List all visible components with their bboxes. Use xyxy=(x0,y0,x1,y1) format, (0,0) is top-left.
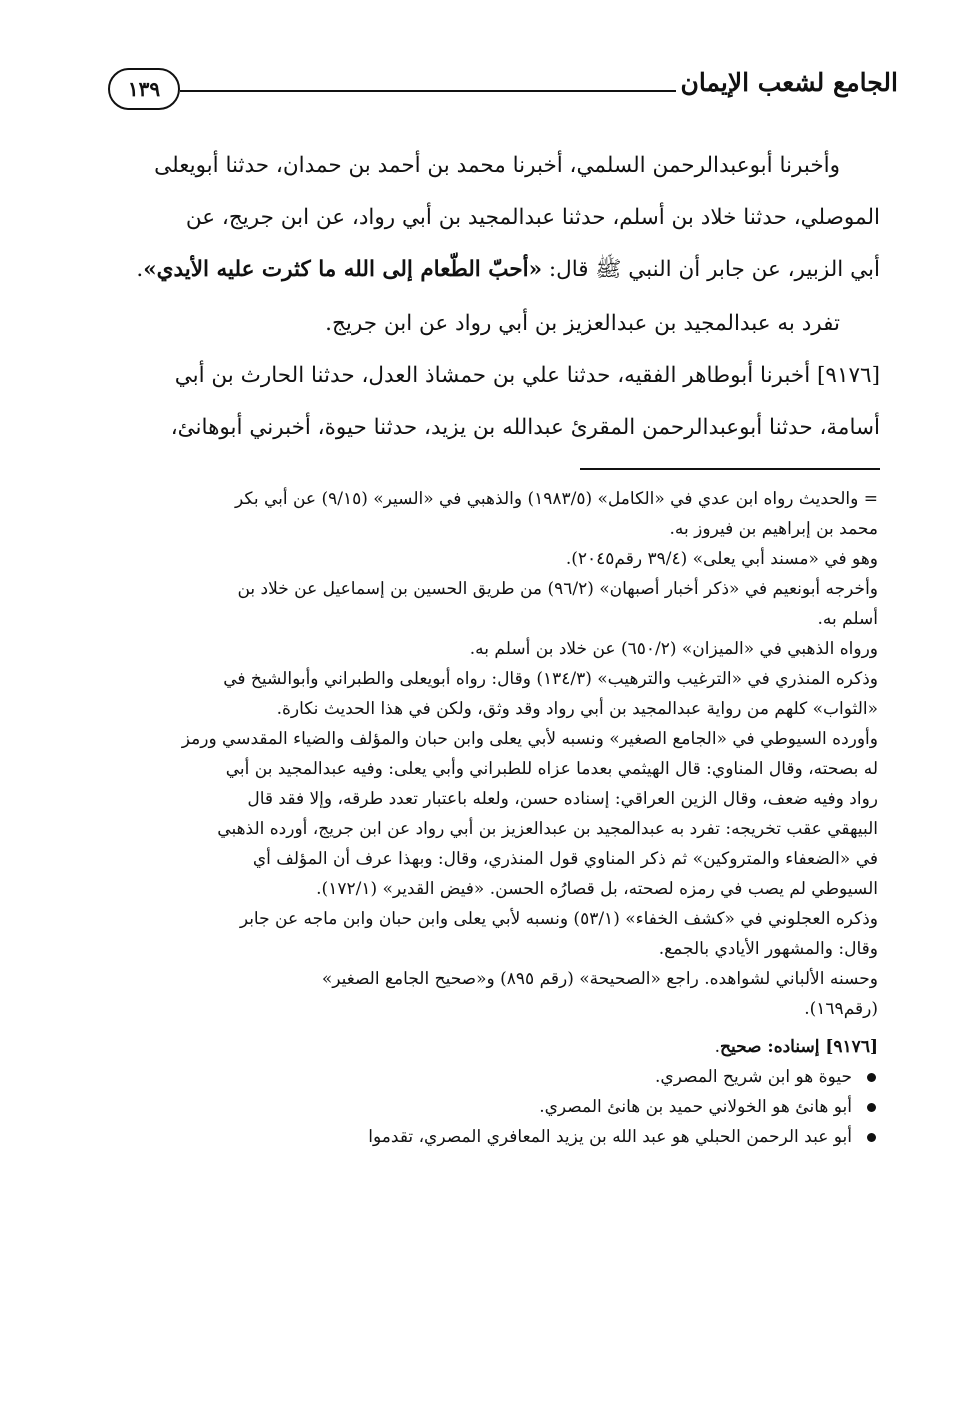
footnote-line: (رقم١٦٩). xyxy=(804,999,878,1019)
list-item-text: أبو عبد الرحمن الحبلي هو عبد الله بن يزيد المعافري المصري، تقدموا xyxy=(368,1127,852,1147)
bullet-icon xyxy=(867,1073,876,1082)
isnad-grade-line xyxy=(108,1032,878,1062)
footnote-line: وحسنه الألباني لشواهده. راجع «الصحيحة» (رقم ٨٩٥) و«صحيح الجامع الصغير» xyxy=(321,969,878,989)
running-title: الجامع لشعب الإيمان xyxy=(680,68,898,97)
footnote-line: وقال: والمشهور الأيادي بالجمع. xyxy=(658,939,878,959)
main-line: أسامة، حدثنا أبوعبدالرحمن المقرئ عبدالله بن يزيد، حدثنا حيوة، أخبرني أبوهانئ، xyxy=(170,415,880,440)
footnote-line: البيهقي عقب تخريجه: تفرد به عبدالمجيد بن عبدالعزيز بن أبي رواد عن ابن جريج، أورده الذهبي xyxy=(217,819,878,839)
page-header xyxy=(108,62,898,118)
footnote-line: له بصحته، وقال المناوي: قال الهيثمي بعدما عزاه للطبراني وأبي يعلى: وفيه عبدالمجيد بن أبي xyxy=(225,759,878,779)
hadith-quote: «أحبّ الطّعام إلى الله ما كثرت عليه الأيدي» xyxy=(143,257,543,282)
footnote-line: أسلم به. xyxy=(817,609,878,629)
footnote-line: «الثواب» كلهم من رواية عبدالمجيد بن أبي رواد وقد وثق، ولكن في هذا الحديث نكارة. xyxy=(276,699,878,719)
isnad-end: . xyxy=(714,1037,720,1057)
list-item xyxy=(108,1092,878,1122)
footnote-line: وأورده السيوطي في «الجامع الصغير» ونسبه لأبي يعلى وابن حبان والمؤلف والضياء المقدسي ورمز xyxy=(181,729,878,749)
bullet-icon xyxy=(867,1133,876,1142)
list-item xyxy=(108,1062,878,1092)
list-item-text: حيوة هو ابن شريح المصري. xyxy=(655,1067,852,1087)
main-line: وأخبرنا أبوعبدالرحمن السلمي، أخبرنا محمد بن أحمد بن حمدان، حدثنا أبويعلى xyxy=(154,153,840,178)
main-line: الموصلي، حدثنا خلاد بن أسلم، حدثنا عبدالمجيد بن أبي رواد، عن ابن جريج، عن xyxy=(185,205,880,230)
footnote-line: السيوطي لم يصب في رمزه لصحته، بل قصارُه الحسن. «فيض القدير» (١٧٢/١). xyxy=(316,879,878,899)
footnote-separator xyxy=(580,468,880,470)
footnote-line: ورواه الذهبي في «الميزان» (٦٥٠/٢) عن خلاد بن أسلم به. xyxy=(469,639,878,659)
footnote-line: في «الضعفاء والمتروكين» ثم ذكر المناوي قول المنذري، وقال: وبهذا عرف أن المؤلف أي xyxy=(252,849,878,869)
footnote-line: وذكره العجلوني في «كشف الخفاء» (٥٣/١) ونسبه لأبي يعلى وابن حبان وابن ماجه عن جابر xyxy=(239,909,878,929)
list-item xyxy=(108,1122,878,1152)
header-rule xyxy=(180,90,676,92)
sentence-end: . xyxy=(136,257,144,282)
footnote-line: = والحديث رواه ابن عدي في «الكامل» (١٩٨٣/٥) والذهبي في «السير» (٩/١٥) عن أبي بكر xyxy=(235,489,878,509)
narrator-notes xyxy=(108,1062,878,1152)
footnote-line: وأخرجه أبونعيم في «ذكر أخبار أصبهان» (٩٦/٢) من طريق الحسين بن إسماعيل عن خلاد بن xyxy=(237,579,878,599)
page-number: ١٣٩ xyxy=(127,77,161,101)
main-line: [٩١٧٦] أخبرنا أبوطاهر الفقيه، حدثنا علي بن حمشاذ العدل، حدثنا الحارث بن أبي xyxy=(174,363,880,388)
isnad-grade: صحيح xyxy=(719,1037,762,1057)
list-item-text: أبو هانئ هو الخولاني حميد بن هانئ المصري. xyxy=(539,1097,852,1117)
isnad-text: أبي الزبير، عن جابر أن النبي ﷺ قال: xyxy=(542,257,880,282)
bullet-icon xyxy=(867,1103,876,1112)
main-line: تفرد به عبدالمجيد بن عبدالعزيز بن أبي رواد عن ابن جريج. xyxy=(325,311,840,336)
footnotes xyxy=(108,484,878,1152)
footnote-line: رواد وفيه ضعف، وقال الزين العراقي: إسناده حسن، ولعله باعتبار تعدد طرقه، وإلا فقد قال xyxy=(247,789,878,809)
footnote-line: وهو في «مسند أبي يعلى» (٣٩/٤ رقم٢٠٤٥). xyxy=(565,549,878,569)
isnad-label: [٩١٧٦] إسناده: xyxy=(761,1037,878,1057)
main-text xyxy=(108,140,880,454)
footnote-line: وذكره المنذري في «الترغيب والترهيب» (١٣٤/٣) وقال: رواه أبويعلى والطبراني وأبوالشيخ في xyxy=(223,669,878,689)
main-line xyxy=(108,244,880,296)
footnote-line: محمد بن إبراهيم بن فيروز به. xyxy=(669,519,878,539)
page-number-badge xyxy=(108,68,180,110)
